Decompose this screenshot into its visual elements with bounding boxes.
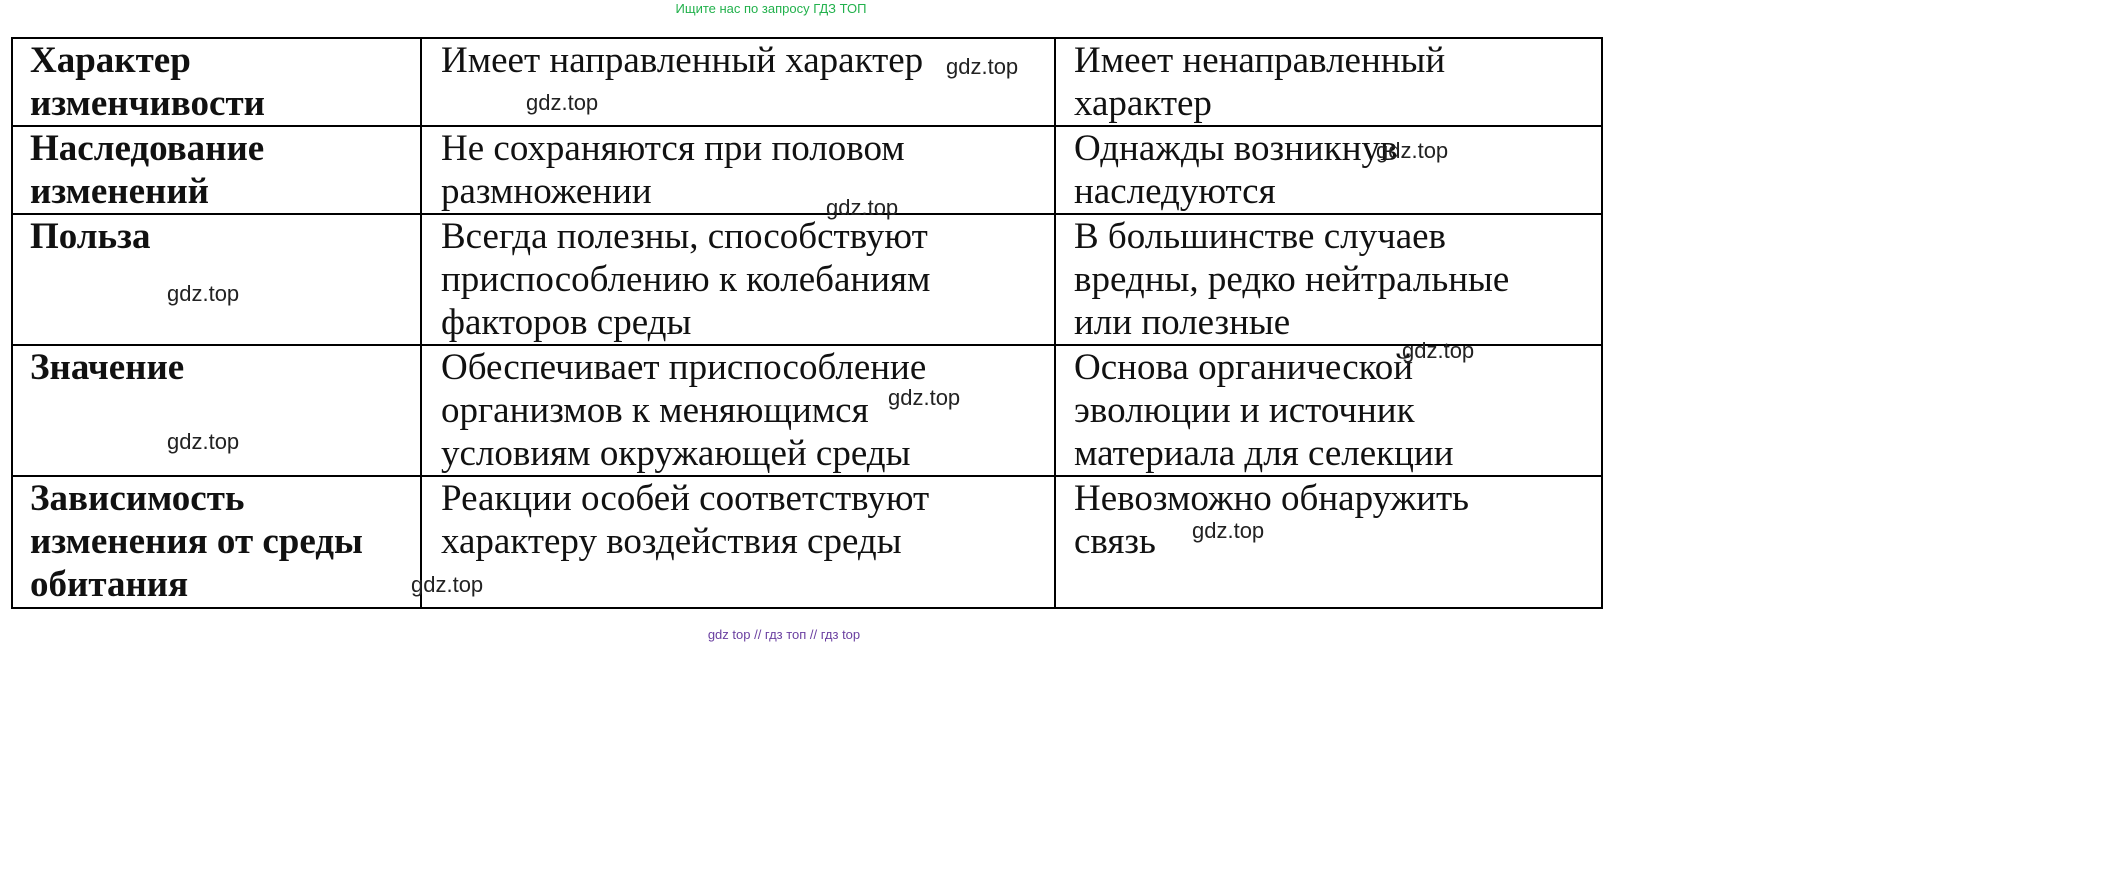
table-row	[12, 476, 1602, 608]
watermark-text: gdz.top	[411, 572, 484, 597]
row-label: Польза	[30, 216, 151, 257]
table-row	[12, 126, 1602, 214]
cell-col2	[1055, 214, 1602, 345]
cell-col1	[421, 476, 1055, 608]
watermark-text: gdz.top	[1402, 338, 1475, 363]
table-row	[12, 38, 1602, 126]
row-label: Значение	[30, 347, 185, 388]
watermark-text: gdz.top	[167, 281, 240, 306]
row-label-cell	[12, 476, 421, 608]
footer-links: gdz top // гдз топ // гдз top	[707, 627, 861, 642]
cell-text: Имеет ненаправленный характер	[1074, 40, 1446, 124]
cell-text: Имеет направленный характер	[441, 40, 924, 81]
cell-text: Всегда полезны, способствуют приспособлению к колебаниям факторов среды	[441, 216, 931, 343]
cell-text: Реакции особей соответствуют характеру воздействия среды	[441, 478, 930, 562]
cell-text: Однажды возникнув наследуются	[1074, 128, 1398, 212]
cell-col1	[421, 38, 1055, 126]
cell-col1	[421, 345, 1055, 476]
row-label: Наследование изменений	[30, 128, 265, 212]
cell-text: Не сохраняются при половом размножении	[441, 128, 905, 212]
cell-text: Основа органической эволюции и источник материала для селекции	[1074, 347, 1454, 474]
row-label-cell	[12, 345, 421, 476]
watermark-text: gdz.top	[826, 195, 899, 220]
cell-text: Обеспечивает приспособление организмов к меняющимся условиям окружающей среды	[441, 347, 927, 474]
table-row	[12, 214, 1602, 345]
watermark-text: gdz.top	[888, 385, 961, 410]
row-label: Характер изменчивости	[30, 40, 265, 124]
cell-col1	[421, 214, 1055, 345]
row-label-cell	[12, 38, 421, 126]
row-label: Зависимость изменения от среды обитания	[30, 478, 363, 605]
cell-text: Невозможно обнаружить связь	[1074, 478, 1470, 562]
row-label-cell	[12, 126, 421, 214]
watermark-text: gdz.top	[167, 429, 240, 454]
cell-col2	[1055, 38, 1602, 126]
watermark-text: gdz.top	[1376, 138, 1449, 163]
watermark-text: gdz.top	[946, 54, 1019, 79]
watermark-text: gdz.top	[1192, 518, 1265, 543]
cell-col2	[1055, 345, 1602, 476]
top-banner: Ищите нас по запросу ГДЗ ТОП	[675, 1, 867, 16]
cell-text: В большинстве случаев вредны, редко нейтральные или полезные	[1074, 216, 1510, 343]
cell-col2	[1055, 476, 1602, 608]
watermark-text: gdz.top	[526, 90, 599, 115]
table-row	[12, 345, 1602, 476]
cell-col2	[1055, 126, 1602, 214]
comparison-table	[11, 37, 1603, 609]
row-label-cell	[12, 214, 421, 345]
cell-col1	[421, 126, 1055, 214]
